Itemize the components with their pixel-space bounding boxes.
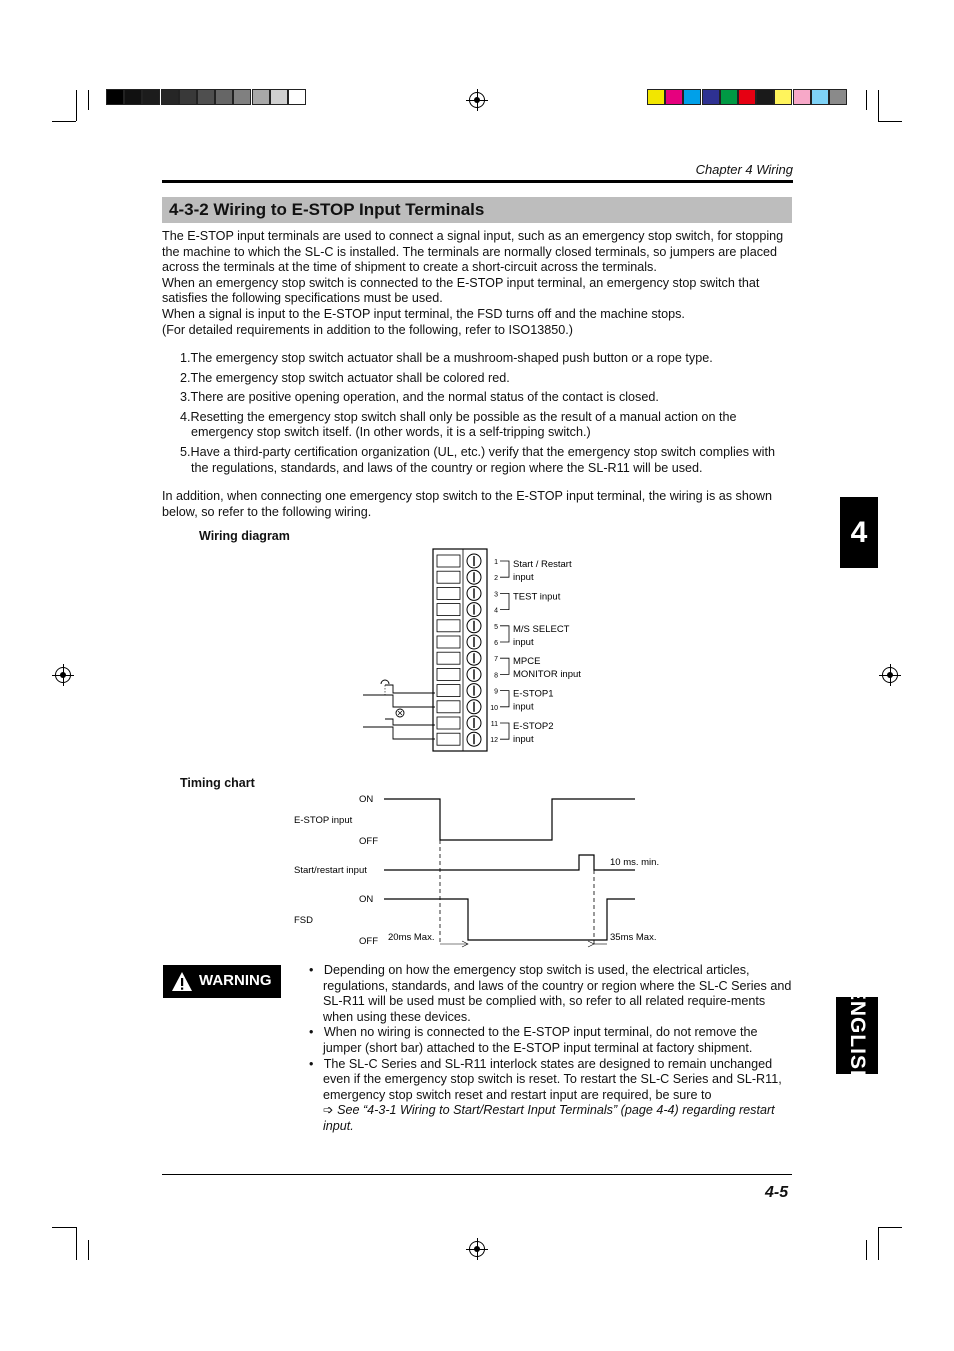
intro-paragraph: When an emergency stop switch is connected to the E-STOP input terminal, an emergency stop switch that satisfies the following specifications must be used. xyxy=(162,275,760,306)
terminal-slot xyxy=(437,620,460,632)
fsd-off-label: OFF xyxy=(359,936,378,947)
color-swatch xyxy=(106,89,124,105)
warning-item: • When no wiring is connected to the E-STOP input terminal, do not remove the jumper (short bar) attached to the E-STOP input terminal at factory shipment. xyxy=(309,1025,758,1055)
mushroom-button-icon xyxy=(381,680,389,684)
wiring-diagram xyxy=(355,545,615,755)
chapter-header: Chapter 4 Wiring xyxy=(695,162,793,177)
pin-number: 4 xyxy=(494,607,498,615)
color-swatch xyxy=(720,89,738,105)
terminal-group-sublabel: input xyxy=(513,701,534,713)
pin-number: 1 xyxy=(494,559,498,566)
color-swatch xyxy=(161,89,179,105)
terminal-group-sublabel: input xyxy=(513,734,534,745)
registration-mark-top xyxy=(469,92,485,108)
emergency-stop-icon-mark xyxy=(398,711,402,715)
max-35ms-label: 35ms Max. xyxy=(610,932,657,943)
chapter-tab: 4 xyxy=(840,497,878,568)
estop-off-label: OFF xyxy=(359,836,378,847)
pin-number: 6 xyxy=(494,640,498,647)
intro-paragraph: (For detailed requirements in addition to the following, refer to ISO13850.) xyxy=(162,322,573,337)
pin-number: 3 xyxy=(494,591,498,599)
page-number: 4-5 xyxy=(765,1184,789,1201)
color-swatch xyxy=(793,89,811,105)
registration-mark-bottom xyxy=(469,1241,485,1257)
min-10ms-label: 10 ms. min. xyxy=(610,857,660,868)
terminal-slot xyxy=(437,636,460,648)
addition-text: In addition, when connecting one emergency stop switch to the E-STOP input terminal, the wiring is as shown below, so refer to the following wiring. xyxy=(162,489,772,519)
estop-input-label: E-STOP input xyxy=(294,815,353,826)
terminal-slot xyxy=(437,587,460,599)
estop2-wire-a xyxy=(385,719,435,725)
requirement-item: 1.The emergency stop switch actuator shall be a mushroom-shaped push button or a rope type. xyxy=(180,351,713,365)
color-swatch xyxy=(738,89,756,105)
timing-chart-heading: Timing chart xyxy=(180,776,255,790)
color-swatch xyxy=(756,89,774,105)
color-swatch xyxy=(270,89,288,105)
color-swatch xyxy=(124,89,142,105)
pin-number: 5 xyxy=(494,623,498,631)
language-tab: ENGLISH xyxy=(836,997,878,1074)
terminal-slot xyxy=(437,652,460,664)
pin-pair-bracket xyxy=(500,723,509,739)
pin-number: 9 xyxy=(494,688,498,696)
color-swatch xyxy=(647,89,665,105)
warning-item: • Depending on how the emergency stop switch is used, the electrical articles, regulations, standards, and laws of the country or region where the SL-C Series and SL-R11 will be used must be complied with, so refer to all related require-ments when using these devices. xyxy=(309,963,792,1024)
registration-mark-right xyxy=(882,667,898,683)
estop-on-label: ON xyxy=(359,794,374,805)
color-swatch xyxy=(215,89,233,105)
requirements-list xyxy=(180,351,792,480)
terminal-slot xyxy=(437,733,460,745)
terminal-group-label: M/S SELECT xyxy=(513,623,570,635)
color-swatch xyxy=(252,89,270,105)
terminal-slot xyxy=(437,685,460,697)
color-swatch xyxy=(142,89,160,105)
terminal-group-label: MPCE xyxy=(513,656,541,668)
estop1-wire-a xyxy=(385,685,435,693)
max-20ms-label: 20ms Max. xyxy=(388,932,435,943)
timing-chart xyxy=(290,790,670,955)
color-swatch xyxy=(811,89,829,105)
requirement-item: 3.There are positive opening operation, and the normal status of the contact is closed. xyxy=(180,390,659,405)
intro-paragraph: The E-STOP input terminals are used to connect a signal input, such as an emergency stop switch, for stopping the machine to which the SL-C is installed. The terminals are normally closed terminals, so jumpers are placed across the terminals at the time of shipment to create a short-circuit across the terminals. xyxy=(162,229,784,275)
requirement-item: 2.The emergency stop switch actuator shall be colored red. xyxy=(180,370,510,385)
estop2-wire-b xyxy=(363,727,435,739)
start-restart-input-label: Start/restart input xyxy=(294,865,367,876)
section-title: 4-3-2 Wiring to E-STOP Input Terminals xyxy=(169,200,485,219)
footer-rule xyxy=(162,1174,792,1175)
color-swatch xyxy=(829,89,847,105)
start-restart-waveform xyxy=(384,855,635,870)
pin-pair-bracket xyxy=(500,691,509,707)
terminal-slot xyxy=(437,668,460,680)
terminal-slot xyxy=(437,571,460,583)
terminal-slot xyxy=(437,604,460,616)
color-swatch xyxy=(288,89,306,105)
pin-number: 2 xyxy=(494,575,498,583)
color-swatch xyxy=(702,89,720,105)
terminal-group-label: TEST input xyxy=(513,591,561,603)
intro-text xyxy=(162,229,792,338)
estop-waveform xyxy=(384,799,635,840)
warning-triangle-icon xyxy=(171,971,193,992)
terminal-group-label: E-STOP2 xyxy=(513,721,554,732)
pin-pair-bracket xyxy=(500,561,509,577)
pin-pair-bracket xyxy=(500,658,509,674)
terminal-slot xyxy=(437,701,460,713)
color-swatch xyxy=(233,89,251,105)
terminal-group-label: Start / Restart xyxy=(513,559,572,570)
terminal-group-sublabel: input xyxy=(513,572,534,583)
wiring-diagram-heading: Wiring diagram xyxy=(199,529,290,543)
pin-number: 11 xyxy=(490,721,498,728)
color-swatch xyxy=(774,89,792,105)
dim-35ms-arrow xyxy=(588,941,594,947)
color-swatch xyxy=(197,89,215,105)
pin-number: 8 xyxy=(494,672,498,680)
terminal-slot xyxy=(437,555,460,567)
terminal-group-sublabel: MONITOR input xyxy=(513,669,581,681)
fsd-on-label: ON xyxy=(359,894,374,905)
warning-list xyxy=(309,963,792,1135)
color-swatch xyxy=(179,89,197,105)
terminal-slot xyxy=(437,717,460,729)
intro-paragraph: When a signal is input to the E-STOP input terminal, the FSD turns off and the machine stops. xyxy=(162,306,685,321)
header-rule xyxy=(162,180,793,183)
pin-number: 7 xyxy=(494,656,498,664)
pin-pair-bracket xyxy=(500,593,509,609)
terminal-group-sublabel: input xyxy=(513,636,534,648)
requirement-item: 5.Have a third-party certification organization (UL, etc.) verify that the emergency stop switch complies with the regulations, standards, and laws of the country or region where the SL-R11 will be used. xyxy=(180,444,775,475)
warning-item: • The SL-C Series and SL-R11 interlock states are designed to remain unchanged even if the emergency stop switch is reset. To restart the SL-C Series and SL-R11, emergency stop switch reset and restart input are required, be sure to xyxy=(309,1056,782,1102)
pin-number: 12 xyxy=(490,737,498,745)
terminal-group-label: E-STOP1 xyxy=(513,688,554,700)
fsd-label: FSD xyxy=(294,915,313,926)
arrow-right-icon: ➩ xyxy=(323,1103,334,1118)
estop1-wire-b xyxy=(363,695,435,707)
pin-number: 10 xyxy=(490,704,498,712)
registration-mark-left xyxy=(55,667,71,683)
see-reference[interactable]: ➩ See “4-3-1 Wiring to Start/Restart Input Terminals” (page 4-4) regarding restart input. xyxy=(323,1103,775,1133)
pin-pair-bracket xyxy=(500,626,509,642)
requirement-item: 4.Resetting the emergency stop switch shall only be possible as the result of a manual action on the emergency stop switch itself. (In other words, it is a self-tripping switch.) xyxy=(180,409,737,440)
warning-badge xyxy=(163,965,281,998)
color-swatch xyxy=(683,89,701,105)
color-swatch xyxy=(665,89,683,105)
warning-label: WARNING xyxy=(199,972,272,989)
